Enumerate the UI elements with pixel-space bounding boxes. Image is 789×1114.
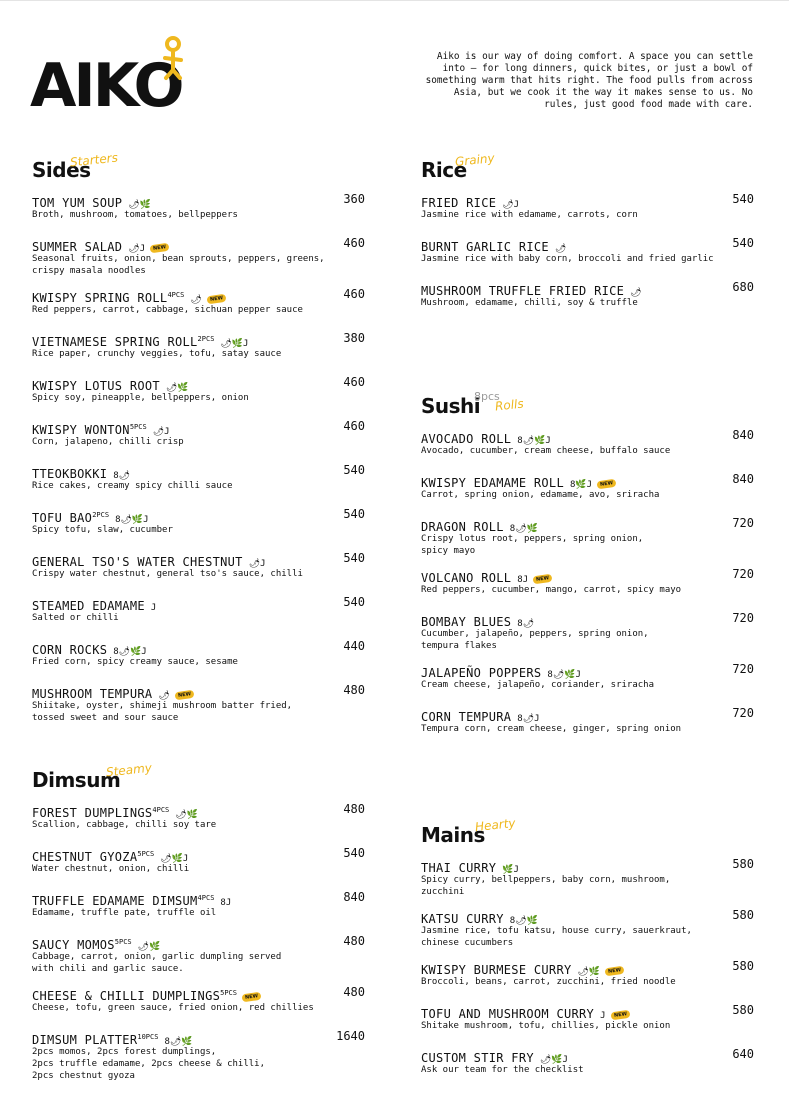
menu-item-price: 480 xyxy=(343,934,365,948)
menu-item-name xyxy=(421,240,549,254)
menu-item-price: 380 xyxy=(343,331,365,345)
menu-item-name xyxy=(32,894,214,908)
menu-item xyxy=(421,857,754,898)
new-badge: NEW xyxy=(206,294,226,305)
menu-item-row xyxy=(32,802,365,818)
menu-item-name xyxy=(32,240,122,254)
section-header xyxy=(421,815,754,847)
menu-item-price: 580 xyxy=(732,857,754,871)
menu-item-description: 2pcs momos, 2pcs forest dumplings, 2pcs truffle edamame, 2pcs cheese & chilli, 2pcs chestnut gyoza xyxy=(32,1047,265,1081)
menu-item-title: KWISPY SPRING ROLL xyxy=(32,291,168,305)
menu-item-title: THAI CURRY xyxy=(421,861,497,875)
dietary-icons: 8🌶🌿 xyxy=(509,524,538,534)
menu-item-price: 840 xyxy=(732,472,754,486)
menu-item-title: CHEESE & CHILLI DUMPLINGS xyxy=(32,989,221,1003)
section-tag: Starters xyxy=(69,150,119,170)
menu-item xyxy=(32,551,365,585)
menu-item-description: Spicy curry, bellpeppers, baby corn, mushroom, zucchini xyxy=(421,875,671,897)
menu-item-title: TTEOKBOKKI xyxy=(32,467,108,481)
menu-item-portion: 2PCS xyxy=(197,335,215,343)
menu-item-description: Crispy lotus root, peppers, spring onion, spicy mayo xyxy=(421,534,644,556)
aiko-logo xyxy=(30,34,190,114)
menu-item-price: 720 xyxy=(732,662,754,676)
menu-item xyxy=(32,463,365,497)
menu-item-portion: 4PCS xyxy=(167,291,185,299)
menu-item xyxy=(421,472,754,506)
menu-item xyxy=(421,706,754,740)
dietary-icons: J xyxy=(600,1011,606,1021)
menu-item-price: 540 xyxy=(732,236,754,250)
menu-item-portion: 10PCS xyxy=(137,1033,159,1041)
menu-item-portion: 5PCS xyxy=(114,938,132,946)
menu-item xyxy=(32,846,365,880)
menu-item-row xyxy=(421,857,754,873)
menu-item-title: TOM YUM SOUP xyxy=(32,196,123,210)
menu-item-price: 480 xyxy=(343,802,365,816)
menu-item-title: JALAPEÑO POPPERS xyxy=(421,666,542,680)
dietary-icons: 🌶J xyxy=(128,244,146,254)
menu-item xyxy=(421,959,754,993)
dietary-icons: 8🌶🌿 xyxy=(164,1037,193,1047)
new-badge: NEW xyxy=(533,574,553,585)
menu-item-title: MUSHROOM TEMPURA xyxy=(32,687,153,701)
dietary-icons: 🌶 xyxy=(190,295,202,305)
menu-item-row xyxy=(32,934,365,950)
menu-item-description: Jasmine rice with edamame, carrots, corn xyxy=(421,210,638,220)
menu-item-portion: 4PCS xyxy=(197,894,215,902)
menu-item-row xyxy=(32,507,365,523)
menu-item-description: Cream cheese, jalapeño, coriander, sriracha xyxy=(421,680,654,690)
menu-item-price: 460 xyxy=(343,287,365,301)
menu-item-description: Spicy tofu, slaw, cucumber xyxy=(32,525,173,535)
menu-item-name xyxy=(32,423,147,437)
menu-item-row xyxy=(421,1003,754,1019)
menu-item-name xyxy=(421,1007,594,1021)
menu-item-row xyxy=(421,516,754,532)
menu-item xyxy=(32,985,365,1019)
section-tag: Rolls xyxy=(494,396,525,414)
menu-item xyxy=(32,331,365,365)
menu-item-description: Jasmine rice with baby corn, broccoli and fried garlic xyxy=(421,254,714,264)
menu-item-price: 720 xyxy=(732,706,754,720)
menu-item xyxy=(421,192,754,226)
dietary-icons: 8🌶 xyxy=(113,471,131,481)
menu-item-description: Crispy water chestnut, general tso's sauce, chilli xyxy=(32,569,303,579)
menu-item-price: 840 xyxy=(343,890,365,904)
menu-item xyxy=(421,1003,754,1037)
menu-item-row xyxy=(32,419,365,435)
menu-item-row xyxy=(421,472,754,488)
menu-item xyxy=(421,236,754,270)
menu-item xyxy=(32,192,365,226)
menu-item-title: GENERAL TSO'S WATER CHESTNUT xyxy=(32,555,243,569)
new-badge: NEW xyxy=(174,690,194,701)
menu-item xyxy=(32,683,365,724)
menu-item-row xyxy=(421,706,754,722)
section-header xyxy=(32,760,365,792)
dietary-icons: 8🌶🌿J xyxy=(113,647,147,657)
dietary-icons: 🌶🌿 xyxy=(175,810,198,820)
menu-item-row xyxy=(421,280,754,296)
menu-item-title: CUSTOM STIR FRY xyxy=(421,1051,534,1065)
menu-item-portion: 4PCS xyxy=(152,806,170,814)
menu-item-name xyxy=(32,687,152,701)
section-tag: Hearty xyxy=(474,815,517,835)
menu-item-price: 540 xyxy=(343,551,365,565)
menu-item-row xyxy=(32,639,365,655)
menu-item-title: DRAGON ROLL xyxy=(421,520,504,534)
dietary-icons: 🌿J xyxy=(502,865,519,875)
menu-item-name xyxy=(32,599,145,613)
dietary-icons: 8🌶 xyxy=(517,619,535,629)
menu-item-row xyxy=(32,287,365,303)
menu-item-description: Carrot, spring onion, edamame, avo, sriracha xyxy=(421,490,660,500)
menu-item-name xyxy=(421,710,511,724)
menu-item-row xyxy=(32,846,365,862)
menu-item-description: Avocado, cucumber, cream cheese, buffalo sauce xyxy=(421,446,671,456)
menu-item-portion: 5PCS xyxy=(137,850,155,858)
menu-item-portion: 5PCS xyxy=(220,989,237,997)
menu-item-row xyxy=(421,192,754,208)
menu-item-price: 460 xyxy=(343,419,365,433)
menu-item-title: MUSHROOM TRUFFLE FRIED RICE xyxy=(421,284,625,298)
menu-item-description: Jasmine rice, tofu katsu, house curry, sauerkraut, chinese cucumbers xyxy=(421,926,692,948)
menu-item-row xyxy=(421,959,754,975)
dietary-icons: 🌶🌿 xyxy=(128,200,151,210)
menu-item-description: Edamame, truffle pate, truffle oil xyxy=(32,908,217,918)
section-title: Sushi xyxy=(421,394,481,418)
dietary-icons: 8🌶J xyxy=(517,714,540,724)
menu-item-name xyxy=(32,196,122,210)
menu-item-name xyxy=(421,476,564,490)
menu-item-name xyxy=(32,555,243,569)
menu-item-row xyxy=(421,567,754,583)
intro-text: Aiko is our way of doing comfort. A space you can settle into — for long dinners, quick bites, or just a bowl of something warm that hits right. The food pulls from across Asia, but we cook it the way it makes sense to us. No rules, just good food made with care. xyxy=(425,51,753,110)
menu-item-description: Salted or chilli xyxy=(32,613,119,623)
menu-item xyxy=(421,516,754,557)
menu-item-price: 580 xyxy=(732,1003,754,1017)
menu-item-description: Red peppers, cucumber, mango, carrot, spicy mayo xyxy=(421,585,682,595)
menu-item-name xyxy=(32,467,107,481)
section-title: Rice xyxy=(421,158,467,182)
menu-item xyxy=(32,1029,365,1082)
menu-item-row xyxy=(32,890,365,906)
menu-item-description: Tempura corn, cream cheese, ginger, spring onion xyxy=(421,724,682,734)
section-sides xyxy=(32,150,365,734)
menu-item xyxy=(32,934,365,975)
dietary-icons: 🌶 xyxy=(158,691,170,701)
menu-item xyxy=(32,595,365,629)
menu-item-name xyxy=(32,335,214,349)
menu-item-row xyxy=(421,428,754,444)
section-dimsum xyxy=(32,760,365,1092)
menu-item-title: AVOCADO ROLL xyxy=(421,432,512,446)
menu-item-price: 480 xyxy=(343,985,365,999)
menu-item-price: 540 xyxy=(343,595,365,609)
menu-item xyxy=(421,1047,754,1081)
menu-item-description: Broth, mushroom, tomatoes, bellpeppers xyxy=(32,210,238,220)
menu-item-price: 1640 xyxy=(336,1029,365,1043)
menu-item-price: 640 xyxy=(732,1047,754,1061)
menu-item xyxy=(32,287,365,321)
section-sushi xyxy=(421,390,754,750)
menu-item-row xyxy=(32,985,365,1001)
menu-item-title: TOFU AND MUSHROOM CURRY xyxy=(421,1007,595,1021)
menu-item-price: 720 xyxy=(732,567,754,581)
menu-item xyxy=(32,639,365,673)
dietary-icons: 🌶J xyxy=(502,200,520,210)
menu-item-description: Spicy soy, pineapple, bellpeppers, onion xyxy=(32,393,249,403)
section-title: Sides xyxy=(32,158,91,182)
menu-item-title: CORN TEMPURA xyxy=(421,710,512,724)
menu-item-price: 460 xyxy=(343,236,365,250)
menu-item-title: CHESTNUT GYOZA xyxy=(32,850,138,864)
menu-item-row xyxy=(421,662,754,678)
new-badge: NEW xyxy=(150,243,170,254)
dietary-icons: 8J xyxy=(517,575,529,585)
menu-item-price: 540 xyxy=(732,192,754,206)
menu-item xyxy=(421,280,754,314)
dietary-icons: 🌶🌿J xyxy=(539,1055,568,1065)
menu-item-name xyxy=(421,912,504,926)
item-list xyxy=(421,192,754,314)
menu-item-description: Cucumber, jalapeño, peppers, spring onion, tempura flakes xyxy=(421,629,649,651)
dietary-icons: 🌶🌿 xyxy=(137,942,161,952)
menu-item xyxy=(32,890,365,924)
menu-item-description: Broccoli, beans, carrot, zucchini, fried noodle xyxy=(421,977,676,987)
menu-item-row xyxy=(421,236,754,252)
section-title: Mains xyxy=(421,823,485,847)
menu-item xyxy=(421,611,754,652)
dietary-icons: 🌶 xyxy=(554,244,567,254)
menu-item-name xyxy=(421,432,511,446)
dietary-icons: J xyxy=(150,603,157,613)
menu-item-name xyxy=(32,850,154,864)
menu-item-name xyxy=(421,615,511,629)
menu-item-description: Scallion, cabbage, chilli soy tare xyxy=(32,820,217,830)
menu-item-title: VIETNAMESE SPRING ROLL xyxy=(32,335,198,349)
menu-item xyxy=(421,567,754,601)
menu-item-name xyxy=(32,291,184,305)
menu-item-price: 540 xyxy=(343,507,365,521)
menu-item-name xyxy=(32,989,237,1003)
dietary-icons: 🌶J xyxy=(152,427,170,437)
menu-item-description: Mushroom, edamame, chilli, soy & truffle xyxy=(421,298,638,308)
menu-item-row xyxy=(32,1029,365,1045)
menu-item-price: 840 xyxy=(732,428,754,442)
menu-item-name xyxy=(32,938,132,952)
menu-item-description: Rice paper, crunchy veggies, tofu, satay sauce xyxy=(32,349,282,359)
new-badge: NEW xyxy=(242,992,262,1003)
menu-item-portion: 5PCS xyxy=(129,423,147,431)
menu-item xyxy=(32,236,365,277)
dietary-icons: 🌶🌿J xyxy=(220,339,249,349)
dietary-icons: 🌶 xyxy=(630,288,642,298)
menu-item-title: KWISPY WONTON xyxy=(32,423,130,437)
menu-item-title: SUMMER SALAD xyxy=(32,240,123,254)
new-badge: NEW xyxy=(610,1010,630,1021)
section-header xyxy=(32,150,365,182)
new-badge: NEW xyxy=(605,966,625,977)
menu-item-row xyxy=(32,463,365,479)
menu-item xyxy=(32,507,365,541)
menu-item-title: TOFU BAO xyxy=(32,511,93,525)
menu-item-description: Red peppers, carrot, cabbage, sichuan pepper sauce xyxy=(32,305,303,315)
top-divider xyxy=(0,0,789,1)
menu-item xyxy=(421,428,754,462)
menu-item-title: VOLCANO ROLL xyxy=(421,571,512,585)
menu-item-title: FOREST DUMPLINGS xyxy=(32,806,153,820)
menu-item-row xyxy=(32,595,365,611)
menu-item-title: KATSU CURRY xyxy=(421,912,504,926)
dietary-icons: 8🌶🌿J xyxy=(517,436,551,446)
menu-item-price: 720 xyxy=(732,516,754,530)
menu-item-price: 540 xyxy=(343,463,365,477)
item-list xyxy=(32,192,365,724)
menu-item-name xyxy=(32,1033,158,1047)
menu-item-price: 480 xyxy=(343,683,365,697)
menu-item-row xyxy=(32,236,365,252)
section-header xyxy=(421,150,754,182)
menu-item-price: 720 xyxy=(732,611,754,625)
menu-item-title: KWISPY LOTUS ROOT xyxy=(32,379,160,393)
menu-item-title: BOMBAY BLUES xyxy=(421,615,512,629)
item-list xyxy=(421,428,754,740)
menu-item-row xyxy=(32,551,365,567)
dietary-icons: 🌶🌿J xyxy=(160,854,189,864)
menu-item-row xyxy=(421,611,754,627)
dietary-icons: 8J xyxy=(220,898,232,908)
menu-item-price: 440 xyxy=(343,639,365,653)
menu-item-row xyxy=(32,192,365,208)
menu-item-price: 360 xyxy=(343,192,365,206)
new-badge: NEW xyxy=(597,479,617,490)
menu-item-row xyxy=(421,908,754,924)
menu-item-price: 460 xyxy=(343,375,365,389)
menu-item-portion: 2PCS xyxy=(92,511,110,519)
menu-item-row xyxy=(421,1047,754,1063)
section-title: Dimsum xyxy=(32,768,121,792)
dietary-icons: 8🌿J xyxy=(569,480,593,490)
menu-item-name xyxy=(32,643,107,657)
menu-item-description: Seasonal fruits, onion, bean sprouts, peppers, greens, crispy masala noodles xyxy=(32,254,325,276)
menu-item-name xyxy=(421,571,511,585)
menu-item-name xyxy=(32,511,109,525)
dietary-icons: 8🌶🌿J xyxy=(115,515,149,525)
menu-item-name xyxy=(421,196,496,210)
menu-item-title: KWISPY BURMESE CURRY xyxy=(421,963,572,977)
menu-item-description: Fried corn, spicy creamy sauce, sesame xyxy=(32,657,238,667)
menu-item-description: Corn, jalapeno, chilli crisp xyxy=(32,437,184,447)
menu-item-price: 580 xyxy=(732,959,754,973)
section-mains xyxy=(421,815,754,1091)
menu-item-description: Ask our team for the checklist xyxy=(421,1065,584,1075)
item-list xyxy=(32,802,365,1082)
dietary-icons: 🌶🌿 xyxy=(577,967,601,977)
menu-item-price: 680 xyxy=(732,280,754,294)
menu-item-title: CORN ROCKS xyxy=(32,643,108,657)
menu-item xyxy=(32,375,365,409)
dietary-icons: 8🌶🌿 xyxy=(509,916,538,926)
menu-item-price: 540 xyxy=(343,846,365,860)
dietary-icons: 8🌶🌿J xyxy=(547,670,581,680)
menu-item-name xyxy=(421,861,496,875)
section-tag: Steamy xyxy=(105,760,153,780)
menu-item-name xyxy=(421,520,504,534)
menu-item-description: Cabbage, carrot, onion, garlic dumpling served with chili and garlic sauce. xyxy=(32,952,282,974)
menu-item-title: DIMSUM PLATTER xyxy=(32,1033,138,1047)
menu-item-name xyxy=(421,666,541,680)
menu-item-name xyxy=(32,379,160,393)
menu-item xyxy=(421,662,754,696)
menu-item-name xyxy=(32,806,169,820)
section-tag: Grainy xyxy=(454,150,496,170)
menu-item xyxy=(421,908,754,949)
dietary-icons: 🌶J xyxy=(248,559,266,569)
menu-item-title: TRUFFLE EDAMAME DIMSUM xyxy=(32,894,198,908)
menu-item xyxy=(32,802,365,836)
menu-item-title: FRIED RICE xyxy=(421,196,497,210)
menu-item-title: KWISPY EDAMAME ROLL xyxy=(421,476,564,490)
menu-item-name xyxy=(421,284,624,298)
menu-item-name xyxy=(421,963,572,977)
menu-item-description: Shiitake, oyster, shimeji mushroom batter fried, tossed sweet and sour sauce xyxy=(32,701,293,723)
menu-item-price: 580 xyxy=(732,908,754,922)
logo-text: AIKO xyxy=(30,51,182,114)
menu-item-description: Shitake mushroom, tofu, chillies, pickle onion xyxy=(421,1021,671,1031)
menu-item-name xyxy=(421,1051,534,1065)
menu-item-title: SAUCY MOMOS xyxy=(32,938,115,952)
item-list xyxy=(421,857,754,1081)
dietary-icons: 🌶🌿 xyxy=(165,383,189,393)
menu-item-row xyxy=(32,683,365,699)
section-tag-count: 8pcs xyxy=(474,390,500,403)
menu-item-description: Rice cakes, creamy spicy chilli sauce xyxy=(32,481,233,491)
section-header xyxy=(421,390,754,418)
menu-item-title: BURNT GARLIC RICE xyxy=(421,240,549,254)
menu-item-row xyxy=(32,375,365,391)
menu-item-row xyxy=(32,331,365,347)
menu-item-title: STEAMED EDAMAME xyxy=(32,599,145,613)
menu-item-description: Cheese, tofu, green sauce, fried onion, red chillies xyxy=(32,1003,314,1013)
menu-item-description: Water chestnut, onion, chilli xyxy=(32,864,190,874)
section-rice xyxy=(421,150,754,324)
menu-item xyxy=(32,419,365,453)
